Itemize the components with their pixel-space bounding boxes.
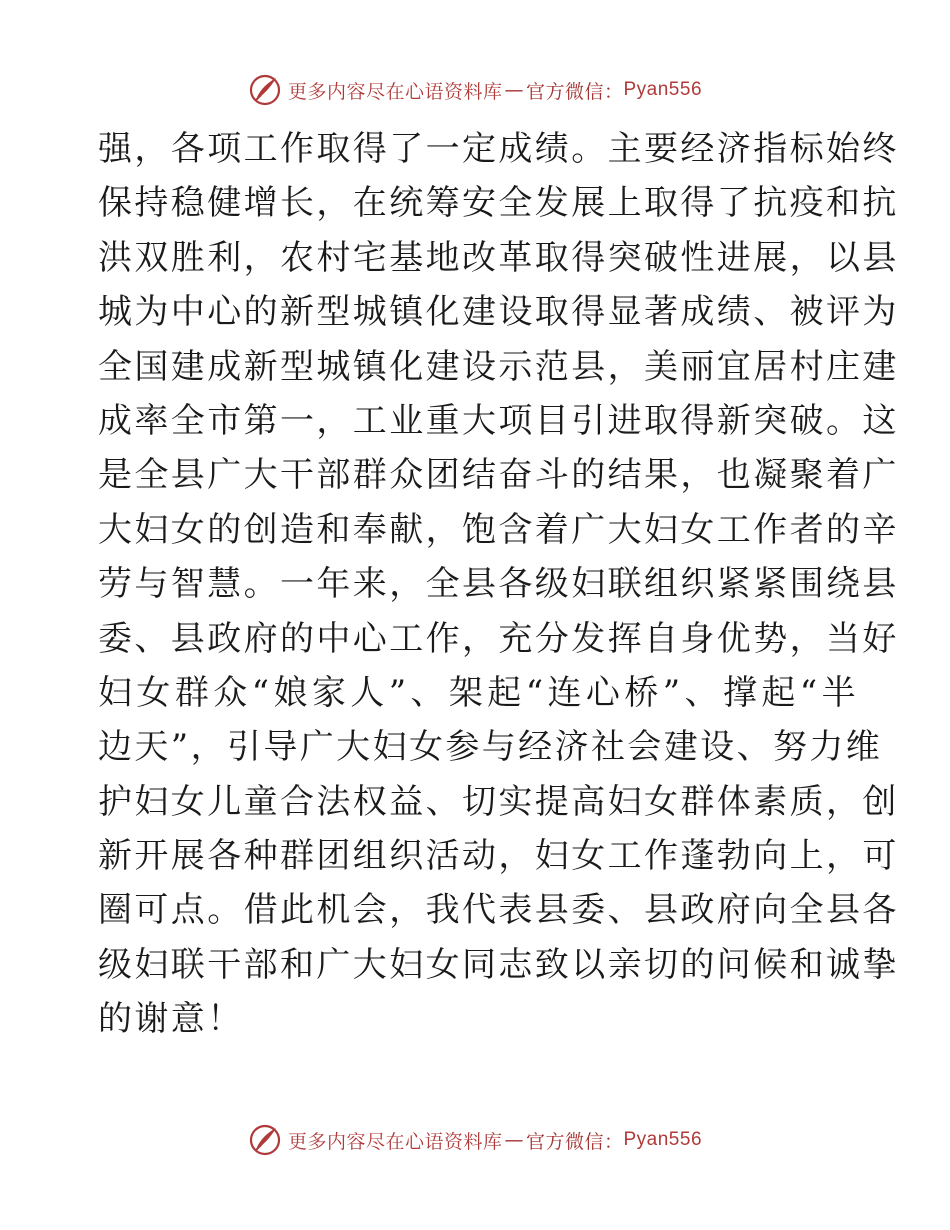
text-line: 劳与智慧。一年来，全县各级妇联组织紧紧围绕县 — [98, 564, 899, 605]
banner-wechat-id: Pyan556 — [623, 79, 703, 100]
text-line: 新开展各种群团组织活动，妇女工作蓬勃向上，可 — [98, 836, 899, 877]
text-line: 的谢意！ — [98, 999, 244, 1040]
text-line: 护妇女儿童合法权益、切实提高妇女群体素质，创 — [98, 781, 899, 822]
text-line: 保持稳健增长，在统筹安全发展上取得了抗疫和抗 — [98, 183, 899, 224]
body-paragraph — [98, 122, 899, 1047]
text-line: 强，各项工作取得了一定成绩。主要经济指标始终 — [98, 129, 899, 169]
banner-dash: — — [504, 79, 524, 101]
text-line: 委、县政府的中心工作，充分发挥自身优势，当好 — [98, 618, 899, 659]
text-line: 全国建成新型城镇化建设示范县，美丽宜居村庄建 — [98, 346, 899, 387]
banner-wechat-label: 官方微信： — [525, 1130, 624, 1153]
text-line: 妇女群众“娘家人”、架起“连心桥”、撑起“半 — [98, 672, 858, 713]
banner-wechat-label: 官方微信： — [525, 80, 624, 103]
document-body — [98, 122, 899, 1047]
text-line: 大妇女的创造和奉献，饱含着广大妇女工作者的辛 — [98, 509, 899, 550]
banner-brand-text: 更多内容尽在心语资料库 — [287, 1130, 503, 1153]
header-watermark-banner — [0, 72, 950, 108]
quill-logo-icon — [248, 1123, 282, 1157]
banner-dash: — — [504, 1129, 524, 1151]
text-line: 是全县广大干部群众团结奋斗的结果，也凝聚着广 — [98, 455, 899, 496]
footer-watermark-banner — [0, 1122, 950, 1158]
text-line: 级妇联干部和广大妇女同志致以亲切的问候和诚挚 — [98, 944, 899, 985]
banner-brand-text: 更多内容尽在心语资料库 — [287, 80, 503, 103]
text-line: 圈可点。借此机会，我代表县委、县政府向全县各 — [98, 890, 899, 931]
banner-wechat-id: Pyan556 — [623, 1129, 703, 1150]
quill-logo-icon — [248, 73, 282, 107]
text-line: 成率全市第一，工业重大项目引进取得新突破。这 — [98, 400, 899, 441]
text-line: 边天”，引导广大妇女参与经济社会建设、努力维 — [98, 727, 883, 768]
text-line: 城为中心的新型城镇化建设取得显著成绩、被评为 — [98, 292, 899, 333]
text-line: 洪双胜利，农村宅基地改革取得突破性进展，以县 — [98, 237, 899, 278]
